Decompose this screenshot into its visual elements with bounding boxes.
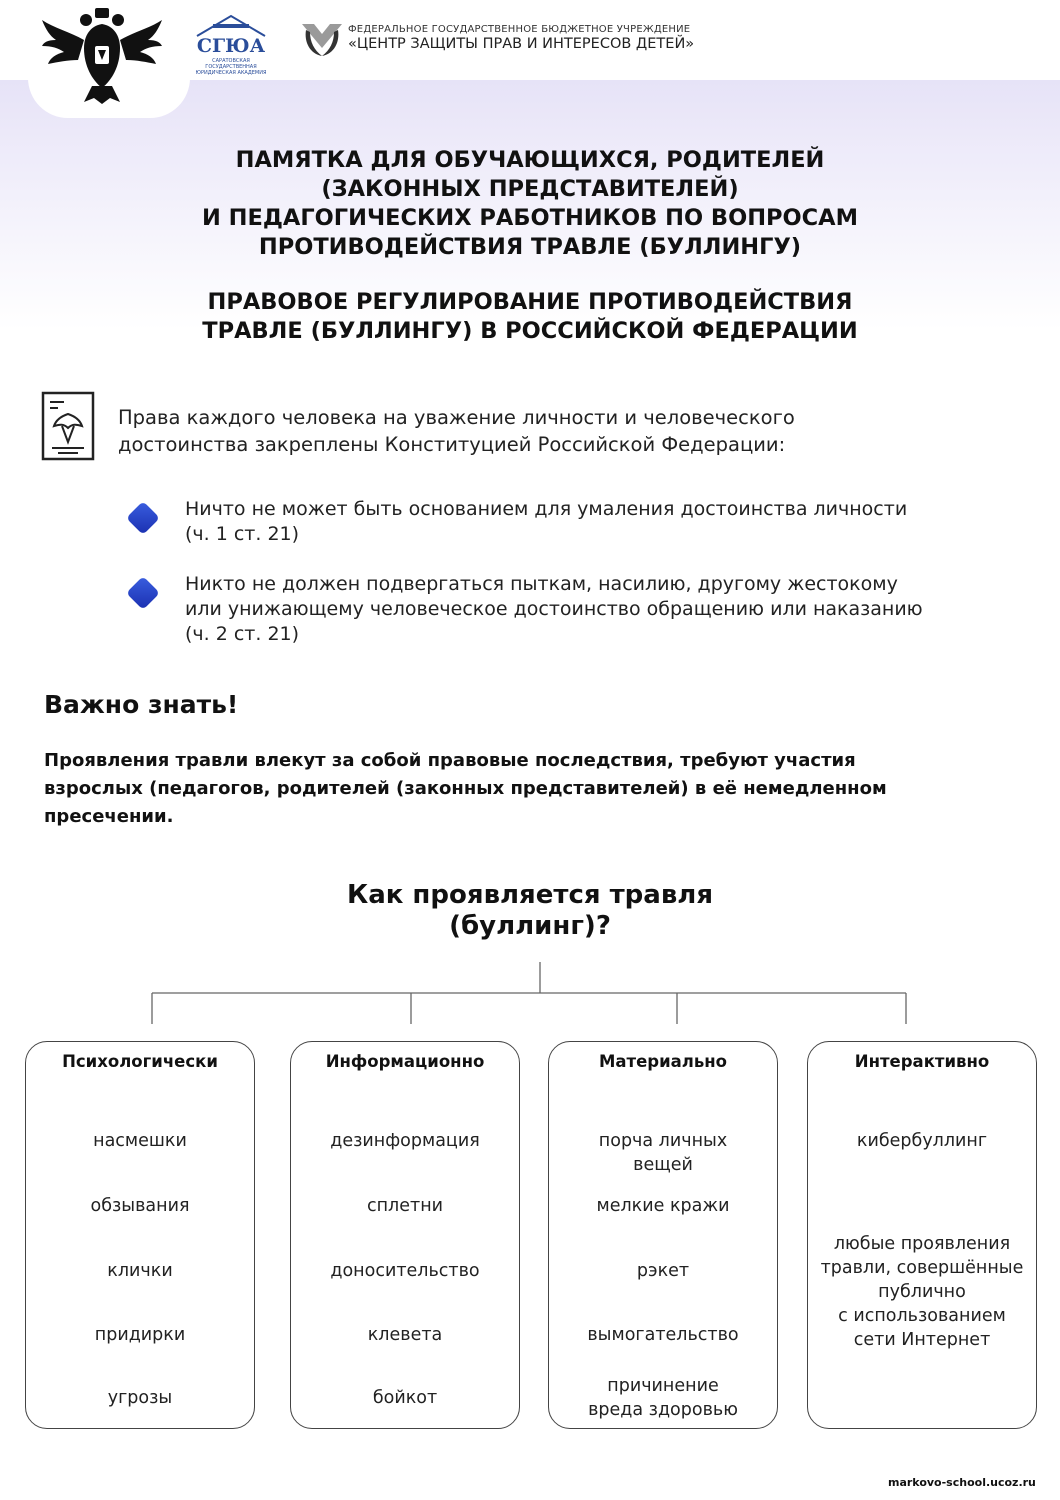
- important-line-2: взрослых (педагогов, родителей (законных представителей) в её немедленном: [44, 778, 887, 799]
- org-type-text: ФЕДЕРАЛЬНОЕ ГОСУДАРСТВЕННОЕ БЮДЖЕТНОЕ УЧРЕЖДЕНИЕ: [348, 24, 691, 35]
- intro-line-2: достоинства закреплены Конституцией Российской Федерации:: [118, 433, 786, 456]
- column-heading: Информационно: [325, 1052, 485, 1071]
- site-watermark: markovo-school.ucoz.ru: [888, 1476, 1036, 1489]
- org-name-text: «ЦЕНТР ЗАЩИТЫ ПРАВ И ИНТЕРЕСОВ ДЕТЕЙ»: [348, 36, 695, 52]
- column-item: [34, 1194, 246, 1218]
- item-line: с использованием: [838, 1306, 1006, 1326]
- diamond-bullet-icon: [122, 572, 164, 614]
- important-line-1: Проявления травли влекут за собой правовые последствия, требуют участия: [44, 750, 856, 771]
- diamond-bullet-icon: [122, 497, 164, 539]
- sgua-logo: [193, 12, 269, 76]
- title-line-3: И ПЕДАГОГИЧЕСКИХ РАБОТНИКОВ ПО ВОПРОСАМ: [202, 205, 858, 231]
- question-heading: [230, 880, 830, 942]
- title-line-2: (ЗАКОННЫХ ПРЕДСТАВИТЕЛЕЙ): [321, 176, 739, 202]
- column-material: [548, 1041, 778, 1429]
- column-heading: Психологически: [62, 1052, 218, 1071]
- column-item: [299, 1194, 511, 1218]
- important-line-3: пресечении.: [44, 806, 174, 827]
- column-item: [34, 1323, 246, 1347]
- item-line: бойкот: [372, 1388, 438, 1408]
- item-line: мелкие кражи: [596, 1196, 730, 1216]
- item-line: рэкет: [636, 1261, 690, 1281]
- item-line: придирки: [94, 1325, 186, 1345]
- item-line: любые проявления: [833, 1234, 1011, 1254]
- column-item: [816, 1129, 1028, 1153]
- bullet-item-2: [185, 572, 1025, 647]
- item-line: угрозы: [107, 1388, 173, 1408]
- column-psychological: [25, 1041, 255, 1429]
- title-line-1: ПАМЯТКА ДЛЯ ОБУЧАЮЩИХСЯ, РОДИТЕЛЕЙ: [235, 147, 825, 173]
- column-item: [34, 1129, 246, 1153]
- intro-text: [118, 404, 978, 458]
- bullet-2-line-2: или унижающему человеческое достоинство обращению или наказанию: [185, 598, 923, 620]
- subtitle-line-2: ТРАВЛЕ (БУЛЛИНГУ) В РОССИЙСКОЙ ФЕДЕРАЦИИ: [202, 318, 858, 344]
- item-line: порча личных: [598, 1131, 728, 1151]
- double-headed-eagle-emblem-icon: [40, 6, 164, 106]
- column-item: [299, 1386, 511, 1410]
- item-line: сети Интернет: [853, 1330, 991, 1350]
- column-item: [34, 1259, 246, 1283]
- item-line: травли, совершённые: [820, 1258, 1024, 1278]
- item-line: вымогательство: [587, 1325, 739, 1345]
- column-item: [816, 1232, 1028, 1352]
- column-item: [557, 1129, 769, 1177]
- item-line: причинение: [607, 1376, 719, 1396]
- item-line: вреда здоровью: [588, 1400, 738, 1420]
- question-line-1: Как проявляется травля: [346, 880, 714, 910]
- bullet-1-line-2: (ч. 1 ст. 21): [185, 523, 300, 545]
- column-heading: Материально: [598, 1052, 728, 1071]
- sgua-logo-text: СГЮА: [196, 35, 266, 57]
- bullet-2-line-3: (ч. 2 ст. 21): [185, 623, 300, 645]
- item-line: обзывания: [90, 1196, 190, 1216]
- sgua-logo-subtext: САРАТОВСКАЯ ГОСУДАРСТВЕННАЯ ЮРИДИЧЕСКАЯ АКАДЕМИЯ: [195, 58, 267, 76]
- item-line: насмешки: [93, 1131, 187, 1151]
- item-line: клички: [107, 1261, 173, 1281]
- subtitle-line-1: ПРАВОВОЕ РЕГУЛИРОВАНИЕ ПРОТИВОДЕЙСТВИЯ: [207, 289, 853, 315]
- column-interactive: [807, 1041, 1037, 1429]
- item-line: кибербуллинг: [856, 1131, 988, 1151]
- title-line-4: ПРОТИВОДЕЙСТВИЯ ТРАВЛЕ (БУЛЛИНГУ): [258, 234, 802, 260]
- constitution-document-icon: [40, 390, 96, 462]
- important-heading: Важно знать!: [44, 690, 239, 719]
- question-line-2: (буллинг)?: [449, 911, 611, 941]
- column-heading: Интерактивно: [854, 1052, 990, 1071]
- column-item: [557, 1374, 769, 1422]
- column-informational: [290, 1041, 520, 1429]
- column-item: [299, 1129, 511, 1153]
- column-item: [34, 1386, 246, 1410]
- item-line: сплетни: [366, 1196, 444, 1216]
- item-line: клевета: [367, 1325, 443, 1345]
- column-item: [299, 1323, 511, 1347]
- item-line: дезинформация: [330, 1131, 480, 1151]
- item-line: публично: [878, 1282, 966, 1302]
- column-item: [557, 1259, 769, 1283]
- column-item: [557, 1194, 769, 1218]
- column-item: [299, 1259, 511, 1283]
- important-text: [44, 747, 1004, 831]
- bullet-1-line-1: Ничто не может быть основанием для умаления достоинства личности: [185, 498, 908, 520]
- bullet-item-1: [185, 497, 1025, 547]
- bullet-2-line-1: Никто не должен подвергаться пыткам, насилию, другому жестокому: [185, 573, 898, 595]
- center-logo-icon: [300, 20, 344, 58]
- column-item: [557, 1323, 769, 1347]
- intro-line-1: Права каждого человека на уважение личности и человеческого: [118, 406, 795, 429]
- item-line: доносительство: [330, 1261, 480, 1281]
- item-line: вещей: [633, 1155, 693, 1175]
- connector-lines: [0, 960, 1060, 1030]
